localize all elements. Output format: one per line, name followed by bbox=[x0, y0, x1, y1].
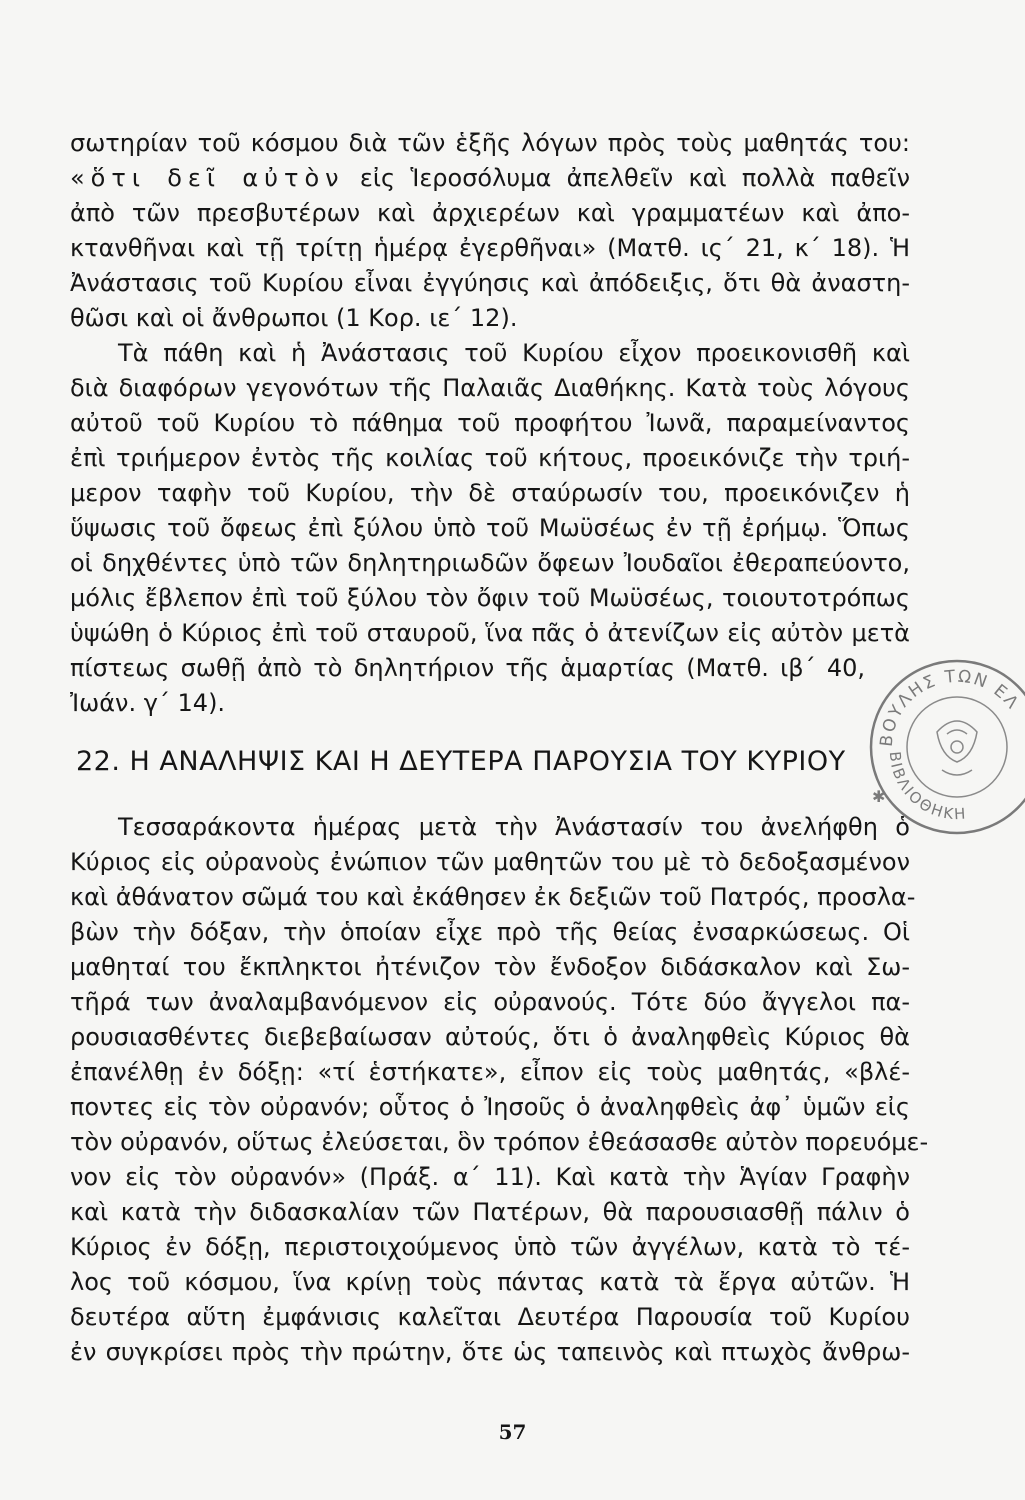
text-line: τῆρά των ἀναλαμβανόμενον εἰς οὐρανούς. Τότε δύο ἄγγελοι πα- bbox=[70, 988, 910, 1016]
text-line: μερον ταφὴν τοῦ Κυρίου, τὴν δὲ σταύρωσίν του, προεικόνιζεν ἡ bbox=[70, 479, 910, 507]
text-line: θῶσι καὶ οἱ ἄνθρωποι (1 Κορ. ιε΄ 12). bbox=[70, 304, 518, 332]
text-line: ὕψωσις τοῦ ὄφεως ἐπὶ ξύλου ὑπὸ τοῦ Μωϋσέως ἐν τῇ ἐρήμῳ. Ὅπως bbox=[70, 514, 910, 542]
text-line: ἐπανέλθῃ ἐν δόξῃ: «τί ἑστήκατε», εἶπον εἰς τοὺς μαθητάς, «βλέ- bbox=[70, 1058, 910, 1086]
page-number: 57 bbox=[498, 1420, 527, 1444]
text-line: νον εἰς τὸν οὐρανόν» (Πράξ. α΄ 11). Καὶ κατὰ τὴν Ἁγίαν Γραφὴν bbox=[70, 1163, 910, 1191]
text-line: Ἰωάν. γ΄ 14). bbox=[70, 689, 226, 717]
text-line: κτανθῆναι καὶ τῇ τρίτῃ ἡμέρᾳ ἐγερθῆναι» (Ματθ. ις΄ 21, κ΄ 18). Ἡ bbox=[70, 234, 910, 262]
text-line: Κύριος ἐν δόξῃ, περιστοιχούμενος ὑπὸ τῶν ἀγγέλων, κατὰ τὸ τέ- bbox=[70, 1233, 910, 1261]
star-icon: ✱ bbox=[872, 787, 886, 806]
text-line: Ἀνάστασις τοῦ Κυρίου εἶναι ἐγγύησις καὶ ἀπόδειξις, ὅτι θὰ ἀναστη- bbox=[70, 269, 910, 297]
text-line: σωτηρίαν τοῦ κόσμου διὰ τῶν ἑξῆς λόγων πρὸς τοὺς μαθητάς του: bbox=[70, 129, 910, 157]
text-line: διὰ διαφόρων γεγονότων τῆς Παλαιᾶς Διαθήκης. Κατὰ τοὺς λόγους bbox=[70, 374, 910, 402]
spaced-emphasis-text: «ὅτι δεῖ αὐτὸν bbox=[70, 164, 345, 192]
text-line: ποντες εἰς τὸν οὐρανόν; οὗτος ὁ Ἰησοῦς ὁ ἀναληφθεὶς ἀφ᾽ ὑμῶν εἰς bbox=[70, 1093, 910, 1121]
text-line: ὑψώθη ὁ Κύριος ἐπὶ τοῦ σταυροῦ, ἵνα πᾶς ὁ ἀτενίζων εἰς αὐτὸν μετὰ bbox=[70, 619, 910, 647]
text-line: μαθηταί του ἔκπληκτοι ἠτένιζον τὸν ἔνδοξον διδάσκαλον καὶ Σω- bbox=[70, 953, 910, 981]
text-line: ρουσιασθέντες διεβεβαίωσαν αὐτούς, ὅτι ὁ ἀναληφθεὶς Κύριος θὰ bbox=[70, 1023, 910, 1051]
text-line: Τὰ πάθη καὶ ἡ Ἀνάστασις τοῦ Κυρίου εἶχον προεικονισθῆ καὶ bbox=[118, 339, 910, 367]
text-line: ἀπὸ τῶν πρεσβυτέρων καὶ ἀρχιερέων καὶ γραμματέων καὶ ἀπο- bbox=[70, 199, 910, 227]
text-line: τὸν οὐρανόν, οὕτως ἐλεύσεται, ὃν τρόπον ἐθεάσασθε αὐτὸν πορευόμε- bbox=[70, 1128, 929, 1156]
stamp-ring-text-top: ΒΟΥΛΗΣ ΤΩΝ ΕΛ bbox=[876, 666, 1024, 748]
text-line: καὶ ἀθάνατον σῶμά του καὶ ἐκάθησεν ἐκ δεξιῶν τοῦ Πατρός, προσλα- bbox=[70, 883, 916, 911]
library-stamp bbox=[862, 652, 1025, 842]
text-line: λος τοῦ κόσμου, ἵνα κρίνῃ τοὺς πάντας κατὰ τὰ ἔργα αὐτῶν. Ἡ bbox=[70, 1268, 910, 1296]
text-line: μόλις ἔβλεπον ἐπὶ τοῦ ξύλου τὸν ὄφιν τοῦ Μωϋσέως, τοιουτοτρόπως bbox=[70, 584, 910, 612]
text-line: βὼν τὴν δόξαν, τὴν ὁποίαν εἶχε πρὸ τῆς θείας ἐνσαρκώσεως. Οἱ bbox=[70, 918, 910, 946]
text-line: δευτέρα αὕτη ἐμφάνισις καλεῖται Δευτέρα Παρουσία τοῦ Κυρίου bbox=[70, 1303, 910, 1331]
text-line: αὐτοῦ τοῦ Κυρίου τὸ πάθημα τοῦ προφήτου Ἰωνᾶ, παραμείναντος bbox=[70, 409, 910, 437]
stamp-inner-ring bbox=[907, 697, 1007, 797]
text-line: ἐν συγκρίσει πρὸς τὴν πρώτην, ὅτε ὡς ταπεινὸς καὶ πτωχὸς ἄνθρω- bbox=[70, 1338, 910, 1366]
text-line: ἐπὶ τριήμερον ἐντὸς τῆς κοιλίας τοῦ κήτους, προεικόνιζε τὴν τριή- bbox=[70, 444, 910, 472]
section-heading: 22. Η ΑΝΑΛΗΨΙΣ ΚΑΙ Η ΔΕΥΤΕΡΑ ΠΑΡΟΥΣΙΑ ΤΟΥ ΚΥΡΙΟΥ bbox=[76, 746, 846, 777]
text-line: καὶ κατὰ τὴν διδασκαλίαν τῶν Πατέρων, θὰ παρουσιασθῇ πάλιν ὁ bbox=[70, 1198, 910, 1226]
text-line: πίστεως σωθῇ ἀπὸ τὸ δηλητήριον τῆς ἁμαρτίας (Ματθ. ιβ΄ 40, bbox=[70, 654, 865, 682]
text-line: Κύριος εἰς οὐρανοὺς ἐνώπιον τῶν μαθητῶν του μὲ τὸ δεδοξασμένον bbox=[70, 848, 910, 876]
text-line: Τεσσαράκοντα ἡμέρας μετὰ τὴν Ἀνάστασίν του ἀνελήφθη ὁ bbox=[118, 813, 910, 841]
text-line: οἱ δηχθέντες ὑπὸ τῶν δηλητηριωδῶν ὄφεων Ἰουδαῖοι ἐθεραπεύοντο, bbox=[70, 549, 910, 577]
text-line: «ὅτι δεῖ αὐτὸν εἰς Ἱεροσόλυμα ἀπελθεῖν καὶ πολλὰ παθεῖν bbox=[70, 164, 911, 192]
coat-of-arms-icon bbox=[937, 721, 977, 775]
stamp-ring-text-bottom: ΒΙΒΛΙΟΘΗΚΗ bbox=[885, 750, 968, 824]
